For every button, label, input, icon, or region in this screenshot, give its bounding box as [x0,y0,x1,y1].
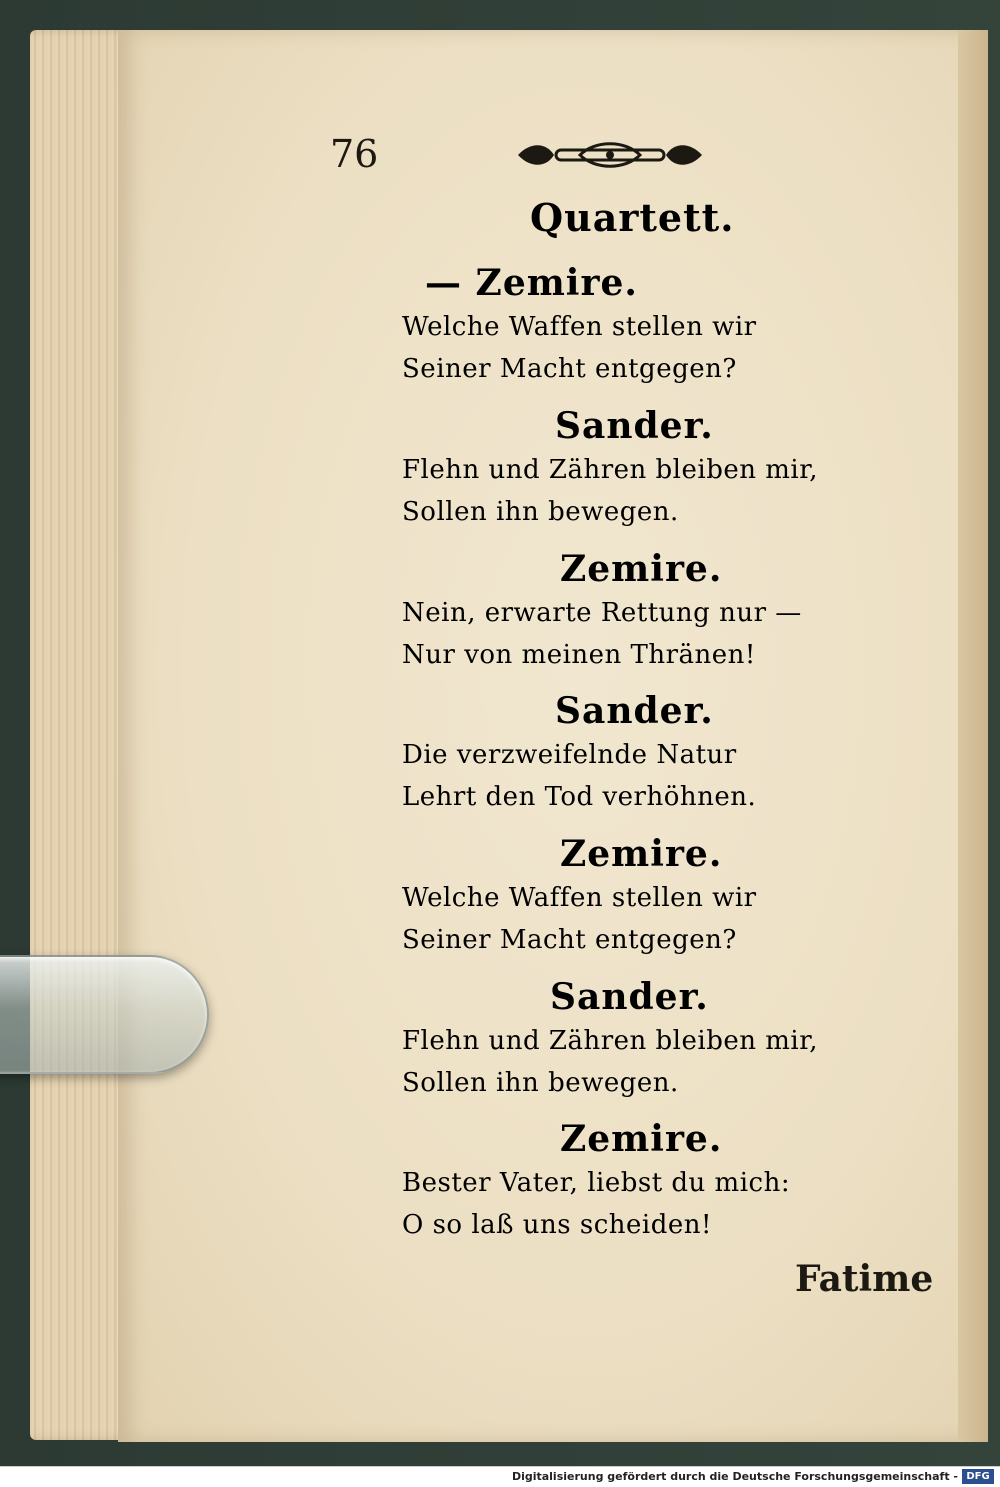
speaker-name: Sander. [550,976,709,1018]
speaker-name: — Zemire. [425,262,638,304]
verse-line: Flehn und Zähren bleiben mir, [402,455,819,485]
verse-line: Sollen ihn bewegen. [402,497,679,527]
speaker-name: Zemire. [560,833,723,875]
verse-line: Welche Waffen stellen wir [402,883,757,913]
verse-line: Lehrt den Tod verhöhnen. [402,782,757,812]
speaker-name: Zemire. [560,548,723,590]
verse-line: Nur von meinen Thränen! [402,640,756,670]
facing-page-edge [958,30,988,1442]
verse-line: Seiner Macht entgegen? [402,925,737,955]
section-title: Quartett. [530,195,735,240]
speaker-name: Sander. [555,690,714,732]
glass-page-holder [0,955,209,1074]
verse-line: Nein, erwarte Rettung nur — [402,598,802,628]
catchword: Fatime [795,1258,934,1300]
speaker-name: Sander. [555,405,714,447]
verse-line: Seiner Macht entgegen? [402,354,737,384]
ornament-icon [510,138,710,172]
verse-line: Die verzweifelnde Natur [402,740,737,770]
speaker-name: Zemire. [560,1118,723,1160]
verse-line: O so laß uns scheiden! [402,1210,712,1240]
verse-line: Sollen ihn bewegen. [402,1068,679,1098]
verse-line: Bester Vater, liebst du mich: [402,1168,791,1198]
footer-bar [0,1466,1000,1487]
verse-line: Flehn und Zähren bleiben mir, [402,1026,819,1056]
footer-credit: Digitalisierung gefördert durch die Deutsche Forschungsgemeinschaft - [511,1470,958,1483]
verse-line: Welche Waffen stellen wir [402,312,757,342]
dfg-logo-icon: DFG [962,1469,994,1484]
page-number: 76 [330,132,379,176]
